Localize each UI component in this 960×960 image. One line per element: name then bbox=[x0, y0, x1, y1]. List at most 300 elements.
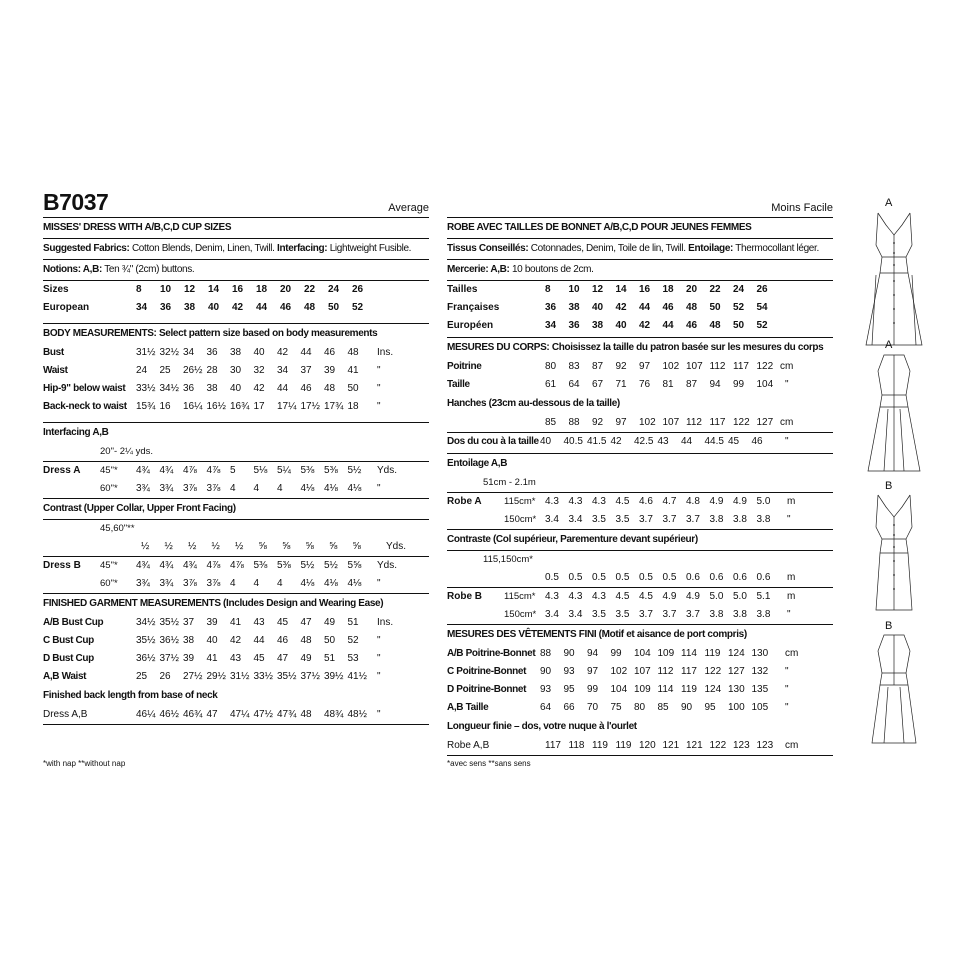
value-cell: 4.5 bbox=[639, 591, 653, 602]
value-cell: 44.5 bbox=[704, 436, 724, 447]
value-cell: 20 bbox=[280, 284, 292, 295]
value-cell: 64 bbox=[568, 379, 580, 390]
yardage-row bbox=[447, 511, 833, 529]
value-cell: 50 bbox=[324, 635, 336, 646]
body-measurements-title: BODY MEASUREMENTS: Select pattern size based on body measurements bbox=[43, 328, 378, 339]
value-cell: 48 bbox=[709, 320, 721, 331]
dress-sketches bbox=[858, 195, 928, 755]
value-cell: 3.5 bbox=[615, 609, 630, 620]
finished-measurements bbox=[43, 594, 429, 725]
value-cell: 10 bbox=[568, 284, 580, 295]
european-row bbox=[43, 299, 429, 317]
unit-label: Yds. bbox=[377, 560, 398, 571]
value-cell: 46¾ bbox=[183, 709, 203, 720]
sketch-label: B bbox=[885, 480, 893, 492]
value-cell: 75 bbox=[610, 702, 622, 713]
row-label: Tailles bbox=[447, 284, 478, 295]
fr-fabrics-line: Tissus Conseillés: Cotonnades, Denim, Toile de lin, Twill. Entoilage: Thermocollant léger. bbox=[447, 239, 833, 260]
value-cell: 42 bbox=[230, 635, 242, 646]
value-cell: 112 bbox=[686, 417, 702, 428]
value-cell: 102 bbox=[639, 417, 656, 428]
unit-label: " bbox=[377, 709, 381, 720]
value-cell: 92 bbox=[615, 361, 627, 372]
value-cell: 33½ bbox=[253, 671, 273, 682]
value-cell: 34 bbox=[545, 320, 557, 331]
value-cell: 5.0 bbox=[709, 591, 724, 602]
value-cell: 31½ bbox=[230, 671, 250, 682]
contrast-width: 45,60"** bbox=[100, 523, 135, 534]
pattern-number: B7037 bbox=[43, 189, 109, 215]
yardage-row bbox=[447, 493, 833, 511]
sketch-label: A bbox=[885, 339, 893, 351]
value-cell: 38 bbox=[592, 320, 604, 331]
value-cell: 28 bbox=[206, 365, 218, 376]
value-cell: 35½ bbox=[159, 617, 179, 628]
value-cell: 0.6 bbox=[733, 572, 747, 583]
measurement-row bbox=[447, 663, 833, 681]
value-cell: 122 bbox=[733, 417, 750, 428]
finished-rows bbox=[43, 614, 429, 686]
value-cell: 4.9 bbox=[686, 591, 700, 602]
value-cell: 39 bbox=[206, 617, 218, 628]
value-cell: 34½ bbox=[159, 383, 179, 394]
value-cell: 5⅜ bbox=[300, 465, 315, 476]
value-cell: 127 bbox=[756, 417, 774, 428]
value-cell: 26 bbox=[756, 284, 768, 295]
fr-contraste-title: Contraste (Col supérieur, Parementure devant supérieur) bbox=[447, 529, 833, 551]
fr-dos-row bbox=[447, 433, 833, 451]
value-cell: 3.8 bbox=[756, 514, 771, 525]
value-cell: 121 bbox=[686, 740, 703, 751]
value-cell: 4 bbox=[230, 483, 236, 494]
value-cell: 4.7 bbox=[662, 496, 677, 507]
english-panel bbox=[43, 189, 429, 725]
value-cell: 61 bbox=[545, 379, 557, 390]
value-cell: 107 bbox=[634, 666, 651, 677]
value-cell: 36 bbox=[160, 302, 172, 313]
value-cell: 99 bbox=[587, 684, 599, 695]
value-cell: 85 bbox=[657, 702, 669, 713]
value-cell: 4.8 bbox=[686, 496, 700, 507]
row-label: Robe A,B bbox=[447, 740, 490, 751]
value-cell: 95 bbox=[704, 702, 716, 713]
row-label: Européen bbox=[447, 320, 494, 331]
value-cell: 4.9 bbox=[733, 496, 747, 507]
value-cell: 26 bbox=[352, 284, 364, 295]
value-cell: 4.5 bbox=[615, 496, 630, 507]
unit-label: m bbox=[787, 572, 796, 583]
value-cell: 4⅛ bbox=[324, 578, 338, 589]
pattern-title: MISSES' DRESS WITH A/B,C,D CUP SIZES bbox=[43, 218, 429, 239]
value-cell: 12 bbox=[184, 284, 196, 295]
value-cell: 3¾ bbox=[159, 483, 174, 494]
unit-label: " bbox=[377, 635, 381, 646]
value-cell: 42 bbox=[615, 302, 627, 313]
value-cell: 102 bbox=[610, 666, 628, 677]
value-cell: 130 bbox=[728, 684, 745, 695]
value-cell: 3⅞ bbox=[206, 578, 221, 589]
value-cell: 0.5 bbox=[545, 572, 559, 583]
value-cell: 45 bbox=[728, 436, 740, 447]
value-cell: 4¾ bbox=[159, 465, 174, 476]
value-cell: 85 bbox=[545, 417, 557, 428]
value-cell: ⅝ bbox=[305, 541, 314, 552]
value-cell: 41.5 bbox=[587, 436, 607, 447]
yardage-row bbox=[447, 606, 833, 624]
value-cell: 5⅜ bbox=[324, 465, 338, 476]
value-cell: 52 bbox=[347, 635, 359, 646]
value-cell: 16 bbox=[639, 284, 651, 295]
value-cell: 3.8 bbox=[733, 609, 747, 620]
back-length-title: Finished back length from base of neck bbox=[43, 690, 218, 701]
value-cell: 4 bbox=[253, 483, 260, 494]
value-cell: 4¾ bbox=[136, 560, 150, 571]
value-cell: 38 bbox=[230, 347, 242, 358]
view-label: Robe A bbox=[447, 496, 482, 507]
fabric-width: 60"* bbox=[100, 483, 118, 494]
value-cell: 4¾ bbox=[136, 465, 150, 476]
value-cell: 94 bbox=[709, 379, 721, 390]
unit-label: cm bbox=[780, 361, 794, 372]
value-cell: 40.5 bbox=[563, 436, 583, 447]
value-cell: 4⅞ bbox=[206, 560, 221, 571]
value-cell: 4.9 bbox=[662, 591, 677, 602]
value-cell: 34 bbox=[277, 365, 289, 376]
value-cell: 5⅛ bbox=[253, 465, 268, 476]
value-cell: 117 bbox=[709, 417, 726, 428]
value-cell: 48 bbox=[300, 709, 312, 720]
value-cell: 117 bbox=[733, 361, 749, 372]
value-cell: 4⅛ bbox=[300, 483, 315, 494]
fr-robe-a-rows bbox=[447, 493, 833, 529]
measurement-row bbox=[43, 362, 429, 380]
footnote-en: *with nap **without nap bbox=[43, 759, 126, 768]
value-cell: 109 bbox=[657, 648, 675, 659]
value-cell: 5.0 bbox=[756, 496, 771, 507]
value-cell: 3.4 bbox=[545, 609, 559, 620]
unit-label: Yds. bbox=[377, 465, 398, 476]
value-cell: 119 bbox=[615, 740, 632, 751]
value-cell: 124 bbox=[704, 684, 722, 695]
value-cell: 4⅛ bbox=[300, 578, 315, 589]
fabric-width: 150cm* bbox=[504, 514, 537, 525]
view-label: Dress A bbox=[43, 465, 81, 476]
value-cell: 97 bbox=[587, 666, 599, 677]
fabric-width: 150cm* bbox=[504, 609, 537, 620]
value-cell: 104 bbox=[610, 684, 628, 695]
value-cell: 88 bbox=[540, 648, 552, 659]
value-cell: 42 bbox=[610, 436, 622, 447]
yardage-row bbox=[43, 557, 429, 575]
value-cell: 5½ bbox=[300, 560, 315, 571]
value-cell: ½ bbox=[164, 541, 173, 552]
row-label: C Poitrine-Bonnet bbox=[447, 666, 527, 677]
value-cell: 47 bbox=[277, 653, 289, 664]
value-cell: 0.5 bbox=[662, 572, 677, 583]
value-cell: 3.4 bbox=[568, 514, 583, 525]
value-cell: 44 bbox=[681, 436, 693, 447]
value-cell: 27½ bbox=[183, 671, 203, 682]
value-cell: 3.7 bbox=[662, 514, 677, 525]
fr-body-measurements bbox=[447, 338, 833, 454]
value-cell: 107 bbox=[686, 361, 703, 372]
value-cell: 42 bbox=[253, 383, 265, 394]
value-cell: 39 bbox=[183, 653, 195, 664]
interfacing-title: Interfacing A,B bbox=[43, 427, 109, 438]
french-panel bbox=[447, 189, 833, 756]
value-cell: 41½ bbox=[347, 671, 367, 682]
sketch-label: B bbox=[885, 620, 893, 632]
row-label: Poitrine bbox=[447, 361, 482, 372]
value-cell: 18 bbox=[347, 401, 359, 412]
value-cell: 25 bbox=[159, 365, 171, 376]
value-cell: 3.8 bbox=[756, 609, 771, 620]
value-cell: 3.8 bbox=[709, 609, 724, 620]
value-cell: 44 bbox=[639, 302, 651, 313]
value-cell: 123 bbox=[733, 740, 750, 751]
value-cell: 44 bbox=[253, 635, 265, 646]
finished-title: FINISHED GARMENT MEASUREMENTS (Includes Design and Wearing Ease) bbox=[43, 598, 384, 609]
measurement-row bbox=[43, 380, 429, 398]
value-cell: 32 bbox=[253, 365, 265, 376]
value-cell: 47¾ bbox=[277, 709, 297, 720]
row-label: European bbox=[43, 302, 90, 313]
value-cell: 46¼ bbox=[136, 709, 156, 720]
value-cell: 32½ bbox=[159, 347, 179, 358]
value-cell: 120 bbox=[639, 740, 656, 751]
value-cell: 44 bbox=[662, 320, 674, 331]
value-cell: 47¼ bbox=[230, 709, 250, 720]
value-cell: 76 bbox=[639, 379, 651, 390]
row-label: C Bust Cup bbox=[43, 635, 94, 646]
value-cell: 3.4 bbox=[545, 514, 559, 525]
unit-label: " bbox=[377, 383, 381, 394]
value-cell: 4.9 bbox=[709, 496, 724, 507]
value-cell: 26 bbox=[159, 671, 171, 682]
fr-finished-rows bbox=[447, 645, 833, 717]
row-label: Taille bbox=[447, 379, 470, 390]
dress-a-rows bbox=[43, 462, 429, 498]
value-cell: 3.5 bbox=[592, 609, 606, 620]
value-cell: 90 bbox=[681, 702, 693, 713]
value-cell: 38 bbox=[183, 635, 195, 646]
value-cell: 43 bbox=[657, 436, 669, 447]
value-cell: 50 bbox=[733, 320, 745, 331]
value-cell: 0.5 bbox=[615, 572, 630, 583]
value-cell: 25 bbox=[136, 671, 148, 682]
fabric-width: 115cm* bbox=[504, 496, 536, 507]
unit-label: " bbox=[377, 483, 381, 494]
fr-poitrine-row bbox=[447, 358, 833, 376]
unit-label: m bbox=[787, 591, 796, 602]
value-cell: 3⅞ bbox=[206, 483, 221, 494]
value-cell: 4 bbox=[277, 483, 283, 494]
fr-longueur-row bbox=[447, 737, 833, 756]
row-label: D Bust Cup bbox=[43, 653, 94, 664]
value-cell: 80 bbox=[545, 361, 557, 372]
value-cell: 4.5 bbox=[615, 591, 630, 602]
value-cell: ½ bbox=[235, 541, 244, 552]
value-cell: 4.3 bbox=[568, 496, 583, 507]
value-cell: 46 bbox=[324, 347, 336, 358]
fr-francaises-row bbox=[447, 299, 833, 317]
measurement-row bbox=[447, 645, 833, 663]
value-cell: 16¾ bbox=[230, 401, 250, 412]
value-cell: 117 bbox=[545, 740, 561, 751]
fabrics-line: Suggested Fabrics: Cotton Blends, Denim, Linen, Twill. Interfacing: Lightweight Fusible. bbox=[43, 239, 429, 260]
value-cell: 121 bbox=[662, 740, 680, 751]
value-cell: 30 bbox=[230, 365, 242, 376]
fr-pattern-title: ROBE AVEC TAILLES DE BONNET A/B,C,D POUR JEUNES FEMMES bbox=[447, 218, 833, 239]
value-cell: 48 bbox=[686, 302, 698, 313]
value-cell: 119 bbox=[592, 740, 608, 751]
value-cell: 135 bbox=[751, 684, 769, 695]
value-cell: 17½ bbox=[300, 401, 320, 412]
value-cell: 3.7 bbox=[639, 609, 653, 620]
value-cell: 114 bbox=[657, 684, 674, 695]
yardage-chart bbox=[43, 423, 429, 594]
value-cell: 43 bbox=[230, 653, 242, 664]
value-cell: 3.4 bbox=[568, 609, 583, 620]
value-cell: 36 bbox=[568, 320, 580, 331]
value-cell: 40 bbox=[206, 635, 218, 646]
measurement-row bbox=[43, 398, 429, 416]
interfacing-requirement: 20"- 2¼ yds. bbox=[43, 443, 429, 462]
value-cell: 40 bbox=[615, 320, 627, 331]
value-cell: 26½ bbox=[183, 365, 203, 376]
value-cell: 10 bbox=[160, 284, 172, 295]
value-cell: 51 bbox=[324, 653, 336, 664]
value-cell: 118 bbox=[568, 740, 585, 751]
sizes-row bbox=[43, 281, 429, 299]
fr-contraste-row bbox=[447, 569, 833, 588]
value-cell: 47 bbox=[206, 709, 218, 720]
value-cell: ½ bbox=[188, 541, 197, 552]
row-label: Back-neck to waist bbox=[43, 401, 127, 412]
value-cell: 5½ bbox=[347, 465, 362, 476]
unit-label: " bbox=[785, 684, 789, 695]
value-cell: 37½ bbox=[300, 671, 320, 682]
measurement-row bbox=[43, 632, 429, 650]
value-cell: 37½ bbox=[159, 653, 179, 664]
fr-size-chart bbox=[447, 281, 833, 338]
yardage-row bbox=[43, 480, 429, 498]
value-cell: 4 bbox=[253, 578, 260, 589]
value-cell: 114 bbox=[681, 648, 697, 659]
unit-label: " bbox=[377, 578, 381, 589]
value-cell: 5⅝ bbox=[347, 560, 362, 571]
value-cell: 14 bbox=[208, 284, 220, 295]
value-cell: 22 bbox=[709, 284, 721, 295]
value-cell: 52 bbox=[733, 302, 745, 313]
unit-label: cm bbox=[785, 648, 799, 659]
body-measurements bbox=[43, 324, 429, 423]
fr-robe-b-rows bbox=[447, 588, 833, 624]
value-cell: 119 bbox=[681, 684, 697, 695]
value-cell: 3.8 bbox=[733, 514, 747, 525]
value-cell: 53 bbox=[347, 653, 359, 664]
unit-label: Ins. bbox=[377, 617, 394, 628]
value-cell: 4⅞ bbox=[183, 465, 197, 476]
value-cell: 4.3 bbox=[592, 496, 606, 507]
value-cell: 5.0 bbox=[733, 591, 747, 602]
value-cell: 17 bbox=[253, 401, 265, 412]
fr-header-row bbox=[447, 189, 833, 218]
value-cell: 20 bbox=[686, 284, 698, 295]
value-cell: 5½ bbox=[324, 560, 338, 571]
fr-longueur-title: Longueur finie – dos, votre nuque à l'ourlet bbox=[447, 721, 637, 732]
value-cell: ⅝ bbox=[352, 541, 361, 552]
value-cell: 105 bbox=[751, 702, 769, 713]
value-cell: 36 bbox=[545, 302, 557, 313]
fr-yardage-chart bbox=[447, 454, 833, 625]
unit-label: " bbox=[377, 401, 381, 412]
value-cell: 4 bbox=[277, 578, 283, 589]
value-cell: 17¼ bbox=[277, 401, 297, 412]
value-cell: 40 bbox=[540, 436, 552, 447]
value-cell: 47½ bbox=[253, 709, 273, 720]
sketch-a-back bbox=[868, 339, 920, 471]
value-cell: 0.6 bbox=[709, 572, 724, 583]
value-cell: 41 bbox=[206, 653, 218, 664]
value-cell: 36½ bbox=[136, 653, 156, 664]
value-cell: ⅝ bbox=[282, 541, 291, 552]
value-cell: 64 bbox=[540, 702, 552, 713]
value-cell: 52 bbox=[756, 320, 768, 331]
value-cell: 81 bbox=[662, 379, 674, 390]
value-cell: 14 bbox=[615, 284, 627, 295]
yardage-row bbox=[447, 588, 833, 606]
value-cell: 8 bbox=[136, 284, 142, 295]
value-cell: 18 bbox=[662, 284, 674, 295]
value-cell: 46½ bbox=[159, 709, 179, 720]
value-cell: 104 bbox=[756, 379, 774, 390]
row-label: Dos du cou à la taille bbox=[447, 436, 539, 447]
value-cell: 36½ bbox=[159, 635, 179, 646]
value-cell: 33½ bbox=[136, 383, 156, 394]
unit-label: Yds. bbox=[386, 541, 407, 552]
row-label: A/B Bust Cup bbox=[43, 617, 104, 628]
value-cell: 49 bbox=[300, 653, 312, 664]
value-cell: 44 bbox=[256, 302, 268, 313]
value-cell: 24 bbox=[136, 365, 148, 376]
row-label: Françaises bbox=[447, 302, 500, 313]
value-cell: 90 bbox=[540, 666, 552, 677]
sketch-a-front bbox=[866, 197, 922, 345]
measurement-row bbox=[447, 681, 833, 699]
value-cell: 127 bbox=[728, 666, 745, 677]
unit-label: " bbox=[785, 666, 789, 677]
row-label: Bust bbox=[43, 347, 64, 358]
unit-label: Ins. bbox=[377, 347, 394, 358]
value-cell: 3.7 bbox=[686, 609, 700, 620]
value-cell: 4.3 bbox=[568, 591, 583, 602]
value-cell: 50 bbox=[347, 383, 359, 394]
value-cell: 3¾ bbox=[159, 578, 174, 589]
value-cell: 4⅛ bbox=[347, 483, 362, 494]
value-cell: 52 bbox=[352, 302, 364, 313]
value-cell: 104 bbox=[634, 648, 651, 659]
value-cell: 16¼ bbox=[183, 401, 203, 412]
value-cell: 3⅞ bbox=[183, 483, 197, 494]
fr-taille-row bbox=[447, 376, 833, 394]
value-cell: 48¾ bbox=[324, 709, 344, 720]
value-cell: 24 bbox=[328, 284, 340, 295]
value-cell: 48 bbox=[300, 635, 312, 646]
value-cell: 31½ bbox=[136, 347, 156, 358]
value-cell: 109 bbox=[634, 684, 651, 695]
value-cell: 112 bbox=[657, 666, 674, 677]
